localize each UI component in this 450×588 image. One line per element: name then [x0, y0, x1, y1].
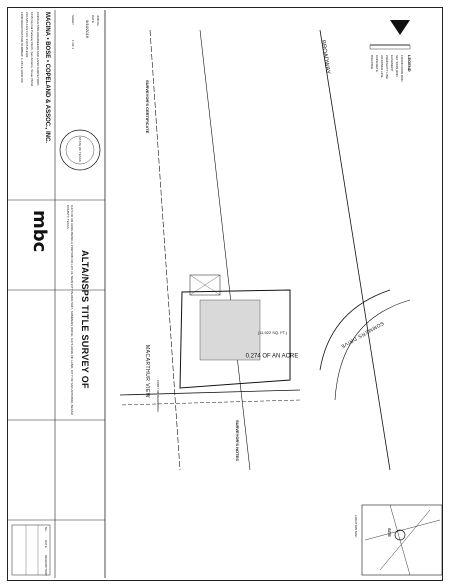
street-broadway: BROADWAY [319, 39, 331, 75]
survey-title: ALTA/NSPS TITLE SURVEY OF [80, 250, 90, 389]
vicinity-site-label: SITE [387, 528, 392, 537]
signature-date: 9/16/2019 [85, 20, 90, 38]
legend-item: PROPERTY LINE [385, 55, 389, 79]
revision-header: DESCRIPTION [44, 555, 48, 576]
firm-address: 1035 Central Parkway North, San Antonio, Texas 78232 [30, 12, 34, 87]
legend-item: SET IRON ROD [395, 55, 399, 77]
sheet-value: 1 OF 1 [71, 40, 75, 50]
firm-registration: FIRM REGISTRATION NUMBER: F-784 & 10011700 [20, 12, 24, 83]
area-label: 0.274 OF AN ACRE [245, 353, 299, 360]
date-label: DATE [91, 15, 95, 23]
street-macarthur: MACARTHUR VIEW [144, 345, 150, 399]
survey-description: 0.274 OF AN ACRE BEING A PORTION OF LOT 31, NEW CITY BLOCK 5947, SOMMERS DRIVE, 0.274 ACRE OF LAND, CITY OF SAN ANTONIO, BEXAR COUNTY, TEXAS [66, 205, 74, 415]
revision-header: DATE [44, 540, 48, 548]
sheet-label: SHEET [71, 15, 75, 26]
vicinity-map-label: LOCATION MAP [354, 515, 358, 538]
seal-text: STATE OF TEXAS [78, 137, 82, 162]
legend-item: EASEMENT [390, 55, 394, 72]
firm-sub: CONSULTING ENGINEERS AND LAND SURVEYORS [36, 12, 40, 86]
street-sommers: SOMMERS DRIVE [339, 319, 385, 350]
legend-item: ADJOINER LINE [380, 55, 384, 78]
legend-item: FOUND IRON ROD [400, 55, 404, 82]
area-sqft: (11,922 SQ. FT.) [257, 330, 288, 336]
legend-item: BUILDING [370, 55, 374, 70]
firm-name: MACINA • BOSE • COPELAND & ASSOC., INC. [44, 12, 50, 144]
notes-heading: SURVEYOR'S NOTES [235, 420, 240, 461]
point-of-beginning: POINT OF BEGINNING [156, 380, 160, 412]
firm-logo: mbc [29, 210, 50, 253]
certificate-heading: SURVEYOR'S CERTIFICATE [145, 80, 150, 134]
revision-header: No. [44, 527, 48, 532]
job-label: JOB No. [96, 15, 100, 27]
legend-item: CONCRETE [375, 55, 379, 72]
firm-phone: 210-545-1122 FAX: 210-545-9302 [25, 12, 29, 58]
legend-title: LEGEND [407, 55, 412, 72]
